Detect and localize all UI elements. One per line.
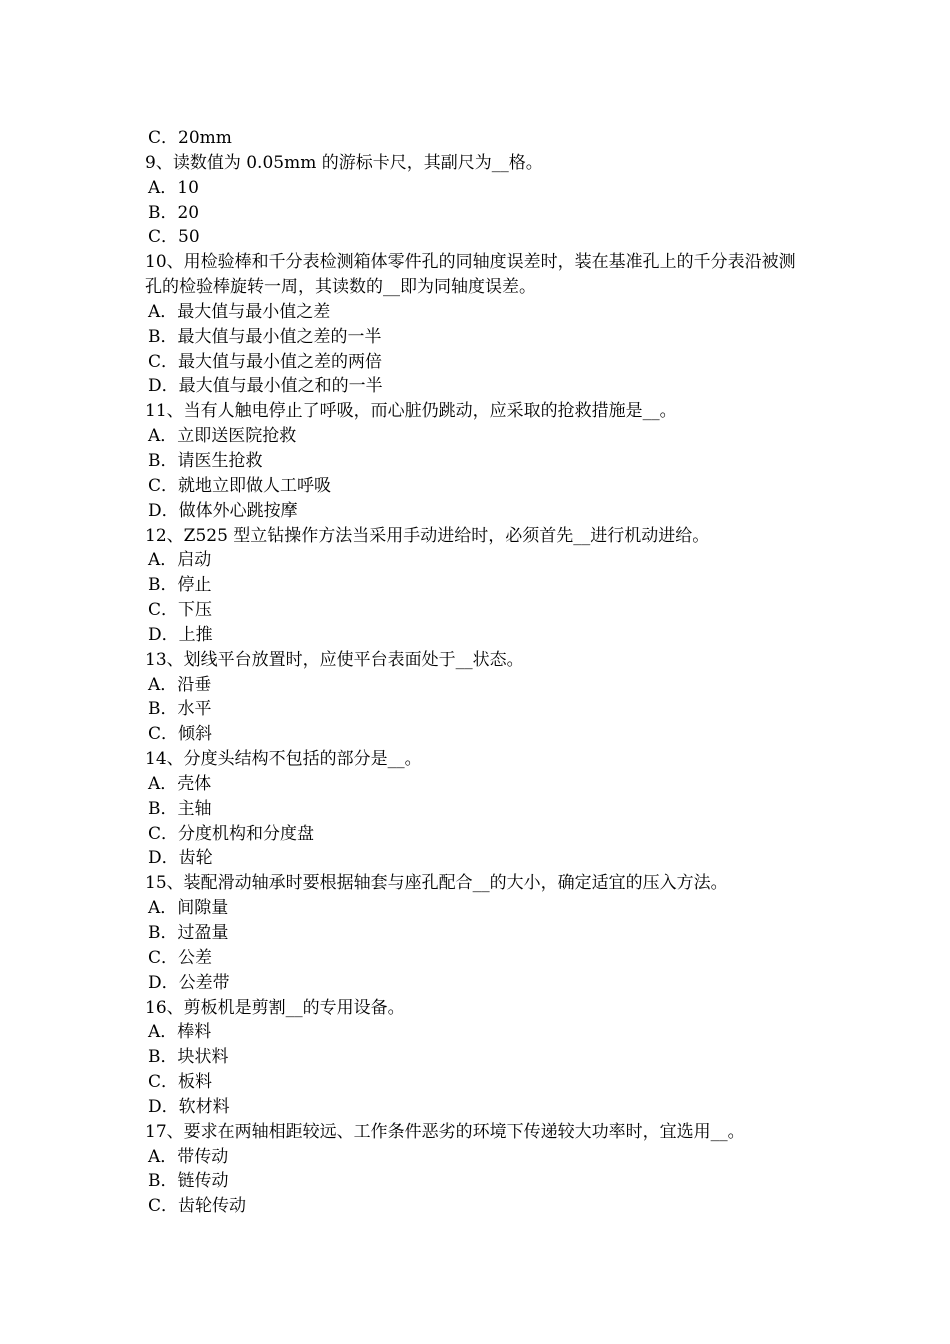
question-9 — [145, 151, 810, 250]
option-a: A．立即送医院抢救 — [148, 426, 297, 447]
option-b: B．水平 — [148, 699, 212, 720]
option-c: C．倾斜 — [148, 724, 213, 745]
question-11 — [145, 399, 810, 523]
option-b: B．块状料 — [148, 1047, 229, 1068]
option-a: A．壳体 — [148, 773, 212, 794]
option-b: B．过盈量 — [148, 923, 229, 943]
question-list — [145, 126, 810, 1219]
question-text: 15、装配滑动轴承时要根据轴套与座孔配合__的大小，确定适宜的压入方法。 — [145, 873, 728, 894]
option-a: A．10 — [148, 177, 199, 198]
option-c: C．最大值与最小值之差的两倍 — [148, 351, 383, 372]
option-b: B．请医生抢救 — [148, 450, 263, 471]
question-text: 16、剪板机是剪割__的专用设备。 — [145, 997, 405, 1018]
option-a: A．启动 — [148, 550, 212, 571]
question-13 — [145, 648, 810, 747]
option-b: B．链传动 — [148, 1171, 229, 1192]
question-14 — [145, 747, 810, 871]
option-d: D．最大值与最小值之和的一半 — [148, 376, 383, 397]
option-c: C．下压 — [148, 600, 213, 621]
option-a: A．带传动 — [148, 1146, 229, 1167]
option-b: B．停止 — [148, 575, 212, 596]
option-c: C．50 — [148, 227, 200, 248]
option-c: C．齿轮传动 — [148, 1196, 247, 1217]
question-text: 10、用检验棒和千分表检测箱体零件孔的同轴度误差时，装在基准孔上的千分表沿被测孔的检验棒旋转一周，其读数的__即为同轴度误差。 — [145, 252, 796, 298]
question-text: 13、划线平台放置时，应使平台表面处于__状态。 — [145, 649, 524, 670]
leading-option: C．20mm — [148, 128, 232, 148]
question-text: 17、要求在两轴相距较远、工作条件恶劣的环境下传递较大功率时，宜选用__。 — [145, 1121, 745, 1142]
question-15 — [145, 871, 810, 995]
question-text: 9、读数值为 0.05mm 的游标卡尺，其副尺为__格。 — [145, 152, 543, 173]
option-b: B．20 — [148, 202, 200, 223]
option-c: C．分度机构和分度盘 — [148, 823, 315, 844]
option-c: C．就地立即做人工呼吸 — [148, 475, 332, 496]
option-d: D．软材料 — [148, 1096, 230, 1117]
question-10 — [145, 250, 810, 399]
option-c: C．板料 — [148, 1072, 213, 1093]
question-text: 11、当有人触电停止了呼吸，而心脏仍跳动，应采取的抢救措施是__。 — [145, 401, 677, 422]
question-12 — [145, 524, 810, 648]
option-d: D．齿轮 — [148, 848, 213, 869]
option-b: B．主轴 — [148, 798, 212, 819]
option-b: B．最大值与最小值之差的一半 — [148, 326, 382, 347]
question-16 — [145, 996, 810, 1120]
question-text: 12、Z525 型立钻操作方法当采用手动进给时，必须首先__进行机动进给。 — [145, 525, 710, 546]
option-c: C．公差 — [148, 947, 213, 968]
question-text: 14、分度头结构不包括的部分是__。 — [145, 749, 422, 770]
option-d: D．做体外心跳按摩 — [148, 500, 298, 521]
option-a: A．间隙量 — [148, 898, 229, 919]
option-d: D．公差带 — [148, 972, 230, 993]
question-17 — [145, 1120, 810, 1219]
option-a: A．棒料 — [148, 1022, 212, 1043]
option-a: A．沿垂 — [148, 674, 212, 695]
option-a: A．最大值与最小值之差 — [148, 301, 331, 322]
option-d: D．上推 — [148, 624, 213, 645]
